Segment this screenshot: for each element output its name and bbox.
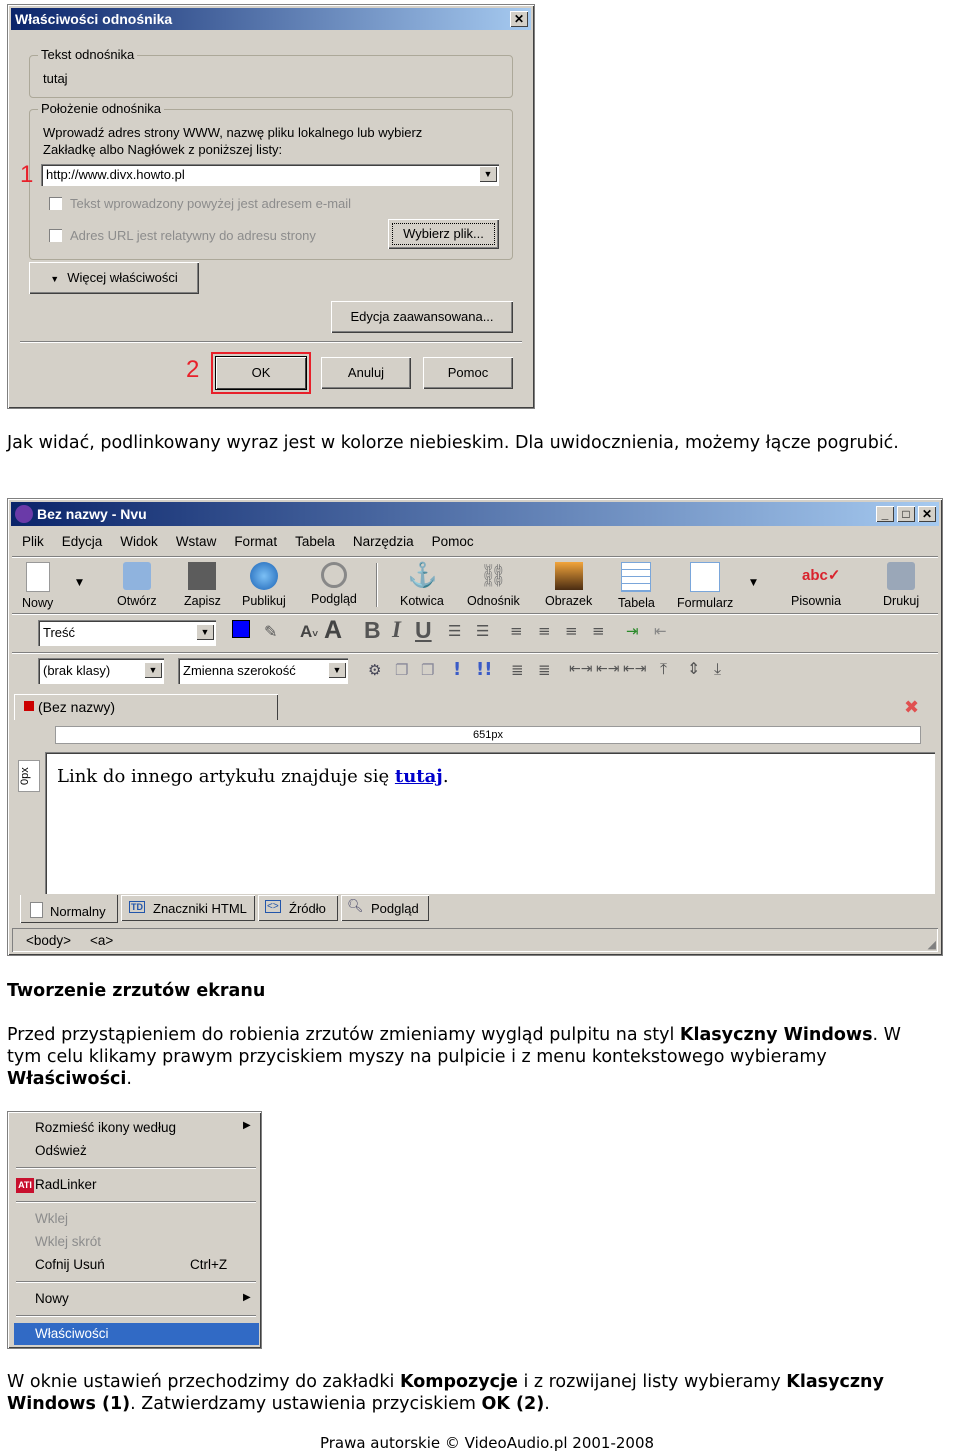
editor-content-area[interactable] <box>45 752 935 894</box>
spellcheck-icon: abc✓ <box>802 567 841 584</box>
menu-item-arrange[interactable]: Rozmieść ikony według <box>35 1120 177 1135</box>
url-value: http://www.divx.howto.pl <box>46 167 185 182</box>
toolbar-kotwica-label: Kotwica <box>400 594 444 608</box>
printer-icon <box>887 562 915 590</box>
toolbar-zapisz-label: Zapisz <box>184 594 221 608</box>
dialog-title: Właściwości odnośnika <box>15 11 173 27</box>
toolbar-obrazek[interactable] <box>545 562 592 608</box>
valign-top-icon[interactable]: ⤒ <box>660 659 668 678</box>
ok-button[interactable]: OK <box>216 357 306 389</box>
indent-icon[interactable]: ⇥ <box>626 622 639 640</box>
marker-2: 2 <box>186 356 200 383</box>
paragraph-format-value: Treść <box>43 625 76 640</box>
align-right-icon[interactable]: ≡ <box>565 622 578 640</box>
editor-text-before: Link do innego artykułu znajduje się <box>57 766 395 787</box>
marker-1: 1 <box>20 161 34 188</box>
document-icon <box>24 701 34 711</box>
close-icon[interactable]: ✕ <box>510 11 528 27</box>
paragraph-2-line2: tym celu klikamy prawym przyciskiem myszy na pulpicie i z menu kontekstowego wybieramy <box>7 1047 827 1067</box>
important-icon[interactable]: ! <box>453 659 462 680</box>
view-tab-podglad-label: Podgląd <box>371 901 419 916</box>
valign-bottom-icon[interactable]: ⤓ <box>714 659 722 678</box>
image-icon <box>555 562 583 590</box>
class-select[interactable] <box>38 658 164 684</box>
document-tab[interactable] <box>14 694 278 720</box>
vertical-ruler <box>18 760 40 792</box>
new-dropdown-icon[interactable]: ▼ <box>76 578 83 588</box>
menu-item-paste-shortcut: Wklej skrót <box>35 1234 102 1249</box>
dropdown-arrow-icon[interactable]: ▼ <box>328 662 346 678</box>
view-tab-html-tags[interactable] <box>121 895 255 921</box>
paragraph-2 <box>7 1024 960 1090</box>
paragraph-3-part3: . Zatwierdzamy ustawienia przyciskiem <box>130 1394 482 1414</box>
more-properties-button[interactable] <box>29 262 199 294</box>
toolbar-odnosnik-label: Odnośnik <box>467 594 520 608</box>
nvu-menubar <box>22 534 492 549</box>
expand-arrow-icon: ▼ <box>50 274 60 284</box>
submenu-arrow-icon: ▶ <box>243 1120 251 1131</box>
dropdown-arrow-icon[interactable]: ▼ <box>196 624 214 640</box>
save-disk-icon <box>188 562 216 590</box>
nvu-logo-icon <box>15 505 33 523</box>
toolbar-nowy-label: Nowy <box>22 596 54 610</box>
paragraph-3 <box>7 1371 960 1415</box>
advanced-edit-button[interactable]: Edycja zaawansowana... <box>331 301 513 333</box>
toolbar-publikuj[interactable] <box>242 562 286 608</box>
email-checkbox[interactable] <box>49 197 62 210</box>
radlinker-icon: ATI <box>16 1178 34 1193</box>
help-button[interactable]: Pomoc <box>423 357 513 389</box>
paragraph-2-part3: . <box>126 1069 132 1089</box>
toolbar-separator-2 <box>12 613 938 615</box>
paragraph-2-bold2: Właściwości <box>7 1069 127 1089</box>
toolbar-nowy[interactable] <box>22 562 53 610</box>
undo-shortcut: Ctrl+Z <box>190 1257 228 1272</box>
paragraph-3-part2: i z rozwijanej listy wybieramy <box>517 1372 787 1392</box>
toolbar-kotwica[interactable] <box>400 562 444 608</box>
menu-plik[interactable]: Plik <box>22 534 44 549</box>
ruler-width: 651px <box>473 729 503 741</box>
outdent-icon[interactable]: ⇤ <box>654 622 667 640</box>
form-icon <box>690 562 720 592</box>
editor-text <box>57 766 449 787</box>
font-larger-icon[interactable]: A <box>324 616 343 644</box>
align-justify-icon[interactable]: ≡ <box>592 622 605 640</box>
toolbar-podglad[interactable] <box>311 562 357 606</box>
instruction-line-2: Zakładkę albo Nagłówek z poniższej listy: <box>43 142 283 157</box>
margin-left-icon[interactable]: ⇤⇥ <box>569 661 593 677</box>
paragraph-3-bold3: Windows (1) <box>7 1394 131 1414</box>
view-tab-zrodlo[interactable] <box>258 895 338 921</box>
bold-icon[interactable]: B <box>364 617 381 643</box>
cancel-button[interactable]: Anuluj <box>321 357 411 389</box>
italic-icon[interactable]: I <box>392 617 401 642</box>
new-file-icon <box>26 562 50 592</box>
view-tab-normalny[interactable] <box>20 895 118 923</box>
font-smaller-icon[interactable]: A˅ <box>300 622 319 641</box>
menu-item-refresh[interactable]: Odśwież <box>35 1143 87 1158</box>
editor-text-after: . <box>442 766 449 787</box>
menu-wstaw[interactable]: Wstaw <box>175 534 217 549</box>
status-tag-a[interactable]: <a> <box>90 933 114 948</box>
dropdown-arrow-icon[interactable]: ▼ <box>144 662 162 678</box>
view-tab-html-tags-label: Znaczniki HTML <box>153 901 247 916</box>
menu-edycja[interactable]: Edycja <box>61 534 103 549</box>
valign-middle-icon[interactable]: ⇕ <box>687 659 701 678</box>
font-select[interactable] <box>178 658 348 684</box>
toolbar-tabela[interactable] <box>618 562 655 610</box>
toolbar-pisownia[interactable] <box>791 562 841 608</box>
menu-separator <box>16 1167 256 1169</box>
paragraph-3-bold2: Klasyczny <box>786 1372 884 1392</box>
choose-file-button[interactable]: Wybierz plik... <box>388 219 499 249</box>
close-tab-icon[interactable]: ✖ <box>904 697 920 718</box>
layer-icon[interactable]: ❐ <box>421 661 435 679</box>
instruction-line-1: Wprowadź adres strony WWW, nazwę pliku lokalnego lub wybierz <box>43 125 423 140</box>
submenu-arrow-icon: ▶ <box>243 1292 251 1303</box>
toolbar-otworz[interactable] <box>117 562 157 608</box>
menu-format[interactable]: Format <box>234 534 278 549</box>
border-top-icon[interactable]: ≣ <box>511 661 524 679</box>
paragraph-3-bold1: Kompozycje <box>399 1372 518 1392</box>
dropdown-arrow-icon[interactable]: ▼ <box>479 166 497 182</box>
underline-icon[interactable]: U <box>415 617 432 643</box>
link-chain-icon: ⛓ <box>479 563 508 588</box>
text-color-icon[interactable] <box>232 620 250 638</box>
more-properties-label: Więcej właściwości <box>67 270 178 285</box>
view-tab-podglad[interactable] <box>341 895 429 921</box>
globe-icon <box>250 562 278 590</box>
link-properties-dialog <box>7 4 535 409</box>
link-text-group-label: Tekst odnośnika <box>38 47 137 62</box>
paragraph-2-part1: Przed przystąpieniem do robienia zrzutów zmieniamy wygląd pulpitu na styl <box>7 1025 680 1045</box>
paragraph-3-bold4: OK (2) <box>481 1394 545 1414</box>
position-icon[interactable]: ❐ <box>395 661 409 679</box>
paragraph-1: Jak widać, podlinkowany wyraz jest w kolorze niebieskim. Dla uwidocznienia, możemy łącze pogrubić. <box>7 433 899 453</box>
toolbar-otworz-label: Otwórz <box>117 594 157 608</box>
align-center-icon[interactable]: ≡ <box>538 622 551 640</box>
paragraph-3-part4: . <box>544 1394 550 1414</box>
align-left-icon[interactable]: ≡ <box>510 622 523 640</box>
menu-item-properties[interactable]: Właściwości <box>35 1326 109 1341</box>
preview-magnifier-icon: 🔍︎ <box>347 898 364 913</box>
menu-pomoc[interactable]: Pomoc <box>431 534 474 549</box>
style-icon[interactable]: ⚙ <box>368 661 382 679</box>
toolbar-odnosnik[interactable] <box>467 562 520 608</box>
menu-separator <box>16 1315 256 1317</box>
toolbar-tabela-label: Tabela <box>618 596 655 610</box>
toolbar-divider <box>376 563 378 607</box>
editor-link-tutaj[interactable]: tutaj <box>394 766 443 787</box>
status-bar <box>12 928 938 952</box>
page-icon <box>30 902 43 918</box>
dialog-titlebar <box>11 8 531 30</box>
toolbar-formularz[interactable] <box>677 562 733 610</box>
anchor-icon: ⚓ <box>407 562 438 589</box>
menu-item-new[interactable]: Nowy <box>35 1291 69 1306</box>
toolbar-separator <box>12 556 938 558</box>
double-important-icon[interactable]: !! <box>476 659 493 680</box>
paragraph-3-part1: W oknie ustawień przechodzimy do zakładki <box>7 1372 400 1392</box>
td-tag-icon: TD <box>131 902 143 912</box>
margin-center-icon[interactable]: ⇤⇥ <box>596 661 620 677</box>
divider <box>20 341 522 343</box>
margin-right-icon[interactable]: ⇤⇥ <box>623 661 647 677</box>
numbered-list-icon[interactable]: ☰ <box>448 622 462 640</box>
bullet-list-icon[interactable]: ☰ <box>476 622 490 640</box>
ruler-side: 0px <box>19 767 31 785</box>
toolbar-drukuj[interactable] <box>883 562 919 608</box>
horizontal-ruler <box>55 726 921 744</box>
open-folder-icon <box>123 562 151 590</box>
url-input[interactable] <box>41 164 499 186</box>
footer-copyright: Prawa autorskie © VideoAudio.pl 2001-2008 <box>319 1434 655 1452</box>
menu-separator <box>16 1201 256 1203</box>
table-icon <box>621 562 651 592</box>
menu-tabela[interactable]: Tabela <box>295 534 335 549</box>
link-text-value: tutaj <box>43 71 68 86</box>
paragraph-format-select[interactable] <box>38 620 216 646</box>
highlight-icon[interactable]: ✎ <box>264 622 278 641</box>
status-tag-body[interactable]: <body> <box>26 933 72 948</box>
relative-url-checkbox-label: Adres URL jest relatywny do adresu strony <box>70 228 316 243</box>
document-tab-label: (Bez nazwy) <box>38 699 116 715</box>
form-dropdown-icon[interactable]: ▼ <box>750 578 757 588</box>
menu-widok[interactable]: Widok <box>120 534 158 549</box>
toolbar-drukuj-label: Drukuj <box>883 594 920 608</box>
relative-url-checkbox[interactable] <box>49 229 62 242</box>
resize-grip-icon[interactable]: ◢ <box>927 939 936 951</box>
toolbar-podglad-label: Podgląd <box>311 592 357 606</box>
menu-separator <box>16 1281 256 1283</box>
nvu-title: Bez nazwy - Nvu <box>37 506 147 522</box>
magnifier-icon <box>321 562 347 588</box>
toolbar-pisownia-label: Pisownia <box>791 594 842 608</box>
nvu-titlebar <box>11 502 939 526</box>
toolbar-publikuj-label: Publikuj <box>242 594 286 608</box>
email-checkbox-label: Tekst wprowadzony powyżej jest adresem e-mail <box>70 196 352 211</box>
paragraph-2-bold1: Klasyczny Windows <box>679 1025 873 1045</box>
section-heading: Tworzenie zrzutów ekranu <box>7 981 266 1001</box>
font-select-value: Zmienna szerokość <box>183 663 296 678</box>
menu-item-radlinker[interactable]: RadLinker <box>35 1177 97 1192</box>
class-select-value: (brak klasy) <box>43 663 111 678</box>
menu-item-undo[interactable]: Cofnij Usuń <box>35 1257 105 1272</box>
menu-item-paste: Wklej <box>35 1211 68 1226</box>
toolbar-zapisz[interactable] <box>184 562 221 608</box>
paragraph-2-part2: . W <box>872 1025 901 1045</box>
toolbar-obrazek-label: Obrazek <box>545 594 593 608</box>
close-icon[interactable]: ✕ <box>918 506 936 522</box>
menu-narzedzia[interactable]: Narzędzia <box>352 534 414 549</box>
location-group-label: Położenie odnośnika <box>38 101 164 116</box>
source-code-icon: <> <box>267 901 279 912</box>
maximize-icon[interactable]: □ <box>897 506 915 522</box>
toolbar-formularz-label: Formularz <box>677 596 734 610</box>
toolbar-separator-3 <box>12 652 938 654</box>
view-tab-zrodlo-label: Źródło <box>289 901 326 916</box>
minimize-icon[interactable]: _ <box>876 506 894 522</box>
border-bottom-icon[interactable]: ≣ <box>538 661 551 679</box>
view-tab-normalny-label: Normalny <box>50 904 106 919</box>
